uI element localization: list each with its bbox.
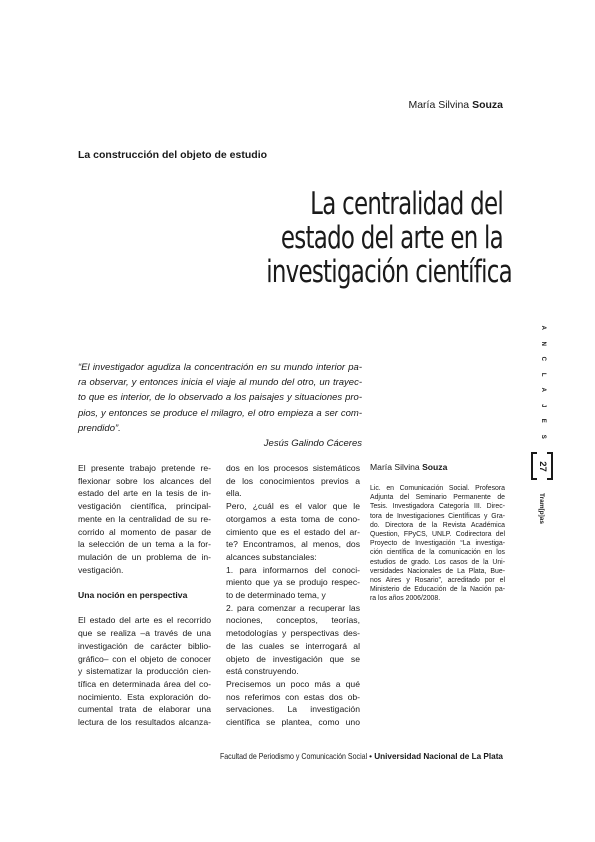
subheading: Una noción en perspectiva — [78, 590, 188, 601]
bio-line: Lic. en Comunicación Social. Profesora — [370, 485, 505, 492]
body-line: lectura de los resultados alcanza- — [78, 717, 211, 728]
body-line: la selección de un tema a la for- — [78, 539, 211, 550]
body-line: de las cuales se interrogará al — [226, 640, 360, 651]
body-line: gráfico– con el objeto de conocer — [78, 653, 211, 664]
bio-line: Tesis. Investigadora Categoría III. Direc- — [370, 503, 505, 511]
bio-line: Ministerio de Educación de la Nación pa- — [370, 586, 505, 594]
title-line: investigación científica — [266, 253, 512, 290]
journal-name-vertical — [540, 320, 544, 444]
title-line: estado del arte en la — [280, 219, 503, 256]
body-line: que se realiza –a través de una — [78, 628, 211, 639]
body-line: tífica en determinada área del co- — [78, 678, 211, 689]
journal-letter: S — [539, 434, 546, 439]
body-line: El presente trabajo pretende re- — [78, 463, 211, 473]
bio-line: Question, FPyCS, UNLP. Codirectora del — [370, 531, 505, 539]
bio-line: tora de Investigaciones Científicas y Gra- — [370, 512, 505, 520]
body-line: cimiento que es el estado del ar- — [226, 526, 360, 537]
author-last-name: Souza — [472, 99, 503, 111]
section-label: La construcción del objeto de estudio — [78, 149, 268, 161]
body-line: nocimiento. Esta exploración do- — [78, 691, 211, 702]
epigraph-line: ra observar, y entonces inicia el viaje al mundo del otro, un trayec- — [78, 377, 362, 389]
body-line: El estado del arte es el recorrido — [78, 615, 211, 626]
page-footer — [196, 752, 503, 761]
bio-text — [370, 484, 505, 604]
journal-brand-text: Tram[p]as — [538, 492, 546, 524]
article-title — [266, 186, 512, 290]
body-line: servaciones. La investigación — [226, 704, 360, 715]
journal-letter: N — [539, 341, 546, 346]
bio-line: ra los años 2006/2008. — [370, 595, 441, 603]
author-bio — [370, 462, 505, 604]
body-line: mulación de un problema de in- — [78, 551, 211, 562]
body-column-2 — [226, 462, 360, 729]
bio-line: do. Directora de la Revista Académica — [370, 521, 505, 529]
epigraph-line: pios, y entonces se produce el milagro, el otro empieza a ser com- — [78, 407, 362, 419]
body-line: miento que ya se produjo respec- — [226, 577, 360, 588]
epigraph-author: Jesús Galindo Cáceres — [263, 438, 362, 450]
journal-sidebar — [532, 320, 552, 528]
body-line: te? Encontramos, al menos, dos — [226, 539, 360, 550]
body-line: Pero, ¿cuál es el valor que le — [226, 501, 360, 512]
bio-line: Adjunta del Seminario Permanente de — [370, 494, 505, 502]
body-line: nos referimos con estas dos ob- — [226, 691, 360, 702]
body-line: estado del arte en la tesis de in- — [78, 488, 211, 499]
body-line: vestigación. — [78, 564, 124, 575]
journal-letter: J — [539, 403, 546, 407]
body-line: objeto de investigación que se — [226, 653, 360, 664]
page-number: 27 — [536, 460, 548, 472]
body-line: científica se plantea, como uno — [226, 717, 360, 728]
body-line: y sistematizar la producción cien- — [78, 666, 211, 677]
epigraph-line: prendido”. — [78, 422, 121, 434]
bio-line: estudios de grado. Los casos de la Uni- — [370, 558, 505, 566]
footer-separator: • — [369, 752, 372, 761]
journal-letter: A — [539, 387, 546, 392]
body-line: Precisemos un poco más a qué — [226, 678, 360, 689]
body-line: nociones, conceptos, teorías, — [226, 615, 360, 626]
body-line: mente en la centralidad de su re- — [78, 513, 211, 524]
title-line: La centralidad del — [310, 186, 503, 222]
body-line: corrido al momento de pasar de — [78, 526, 211, 537]
body-line: metodologías y perspectivas des- — [226, 628, 360, 639]
body-line: to de determinado tema, y — [226, 590, 326, 601]
bio-line: nos Aires y Rosario”, acreditado por el — [370, 577, 505, 585]
author-first-name: María Silvina — [408, 99, 470, 111]
bio-name — [370, 462, 505, 472]
body-line: flexionar sobre los alcances del — [78, 475, 211, 486]
body-line: 1. para informarnos del conoci- — [226, 564, 360, 575]
author-header — [408, 99, 503, 111]
journal-brand — [526, 488, 557, 528]
bio-last-name: Souza — [422, 462, 448, 472]
epigraph — [78, 360, 362, 451]
body-line: está construyendo. — [226, 666, 299, 677]
bio-line: versidades Nacionales de La Plata, Bue- — [370, 567, 505, 575]
body-column-1 — [78, 462, 211, 729]
journal-letter: L — [539, 372, 546, 377]
body-line: otorgamos a esta toma de cono- — [226, 513, 360, 524]
body-line: cumental trata de elaborar una — [78, 704, 211, 715]
body-line: investigación de carácter biblio- — [78, 640, 211, 651]
epigraph-line: to que es interior, de lo observado a los paisajes y situaciones pro- — [78, 392, 362, 404]
journal-letter: E — [539, 418, 546, 423]
bio-first-name: María Silvina — [370, 462, 420, 472]
page-number-box — [533, 452, 551, 480]
body-line: ella. — [226, 488, 242, 499]
body-line: 2. para comenzar a recuperar las — [226, 602, 360, 613]
body-line: alcances substanciales: — [226, 551, 317, 562]
footer-faculty: Facultad de Periodismo y Comunicación Social — [219, 752, 367, 761]
footer-university: Universidad Nacional de La Plata — [374, 752, 503, 761]
body-line: dos en los procesos sistemáticos — [226, 463, 360, 473]
journal-letter: C — [539, 356, 546, 361]
journal-letter: A — [539, 325, 546, 330]
body-line: de los conocimientos previos a — [226, 475, 360, 486]
bio-line: Proyecto de Investigación “La investiga- — [370, 540, 505, 548]
bio-line: ción científica de la comunicación en los — [370, 549, 505, 557]
body-line: vestigación científica, principal- — [78, 501, 211, 512]
epigraph-line: “El investigador agudiza la concentración en su mundo interior pa- — [78, 362, 362, 373]
